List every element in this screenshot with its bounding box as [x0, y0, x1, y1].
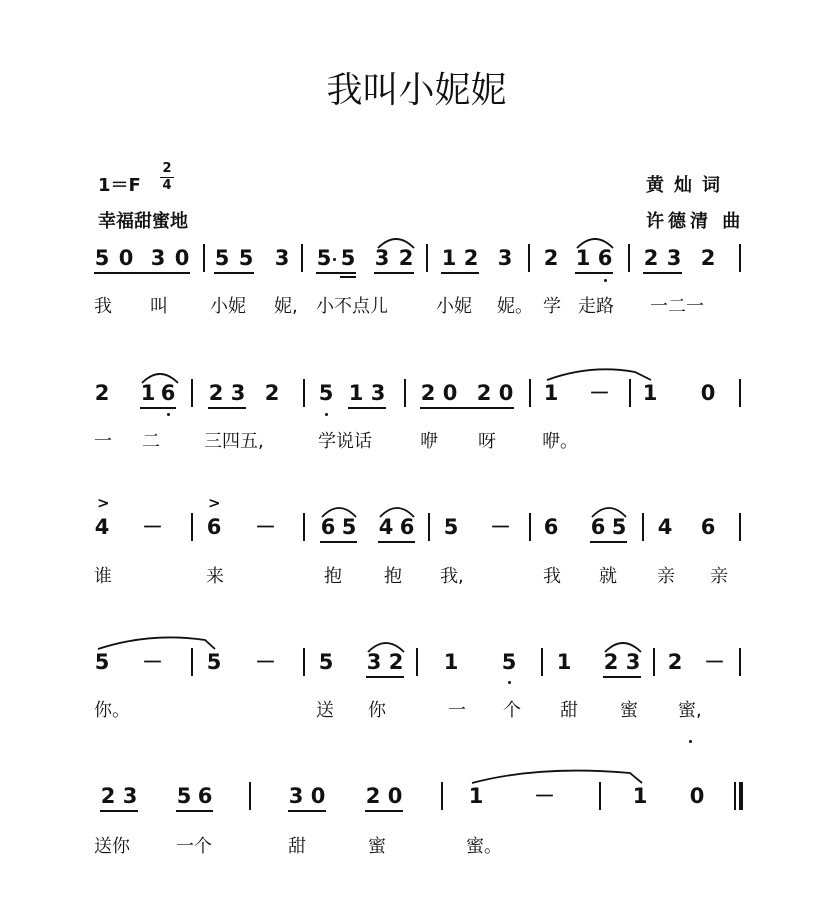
tie	[547, 369, 651, 380]
underline	[316, 272, 356, 274]
note: 6	[590, 515, 606, 539]
note: 0	[387, 784, 403, 808]
note: 2	[420, 381, 436, 405]
underline	[590, 541, 627, 543]
note: 0	[310, 784, 326, 808]
octave-dot	[508, 681, 511, 684]
lyric: 就	[599, 566, 617, 587]
bar-line	[528, 244, 530, 272]
note: 6	[320, 515, 336, 539]
note: 5	[611, 515, 627, 539]
bar-line	[249, 782, 251, 810]
lyric: 妮。	[497, 296, 533, 317]
bar-line	[599, 782, 601, 810]
note: 5	[318, 381, 334, 405]
time-signature	[160, 162, 174, 193]
lyric: 呀	[478, 431, 496, 452]
octave-dot	[325, 413, 328, 416]
underline	[100, 810, 138, 812]
lyric: 亲	[657, 566, 675, 587]
note: 1	[556, 650, 572, 674]
lyric: 我,	[440, 566, 464, 587]
bar-line	[191, 648, 193, 676]
note: 6	[543, 515, 559, 539]
lyric: 小妮	[210, 296, 246, 317]
bar-line	[191, 513, 193, 541]
note: 5	[340, 246, 356, 270]
note: 2	[264, 381, 280, 405]
note: －	[255, 650, 276, 674]
lyric: 个	[503, 700, 521, 721]
lyric: 我	[94, 296, 112, 317]
time-signature-top: 2	[162, 161, 172, 176]
note: 2	[388, 650, 404, 674]
key-signature: 1＝F	[98, 175, 141, 196]
note: 1	[632, 784, 648, 808]
note: 2	[700, 246, 716, 270]
note: －	[255, 515, 276, 539]
augmentation-dot	[333, 258, 336, 261]
lyric: 来	[206, 566, 224, 587]
underline	[441, 272, 479, 274]
note: 6	[206, 515, 222, 539]
note: －	[490, 515, 511, 539]
underline	[575, 272, 613, 274]
bar-line	[653, 648, 655, 676]
bar-line	[739, 379, 741, 407]
lyric: 蜜	[620, 700, 638, 721]
note: 6	[597, 246, 613, 270]
note: 1	[443, 650, 459, 674]
octave-dot	[604, 279, 607, 282]
lyric: 走路	[578, 296, 614, 317]
note: 5	[318, 650, 334, 674]
underline	[208, 407, 246, 409]
note: －	[534, 784, 555, 808]
note: 2	[100, 784, 116, 808]
bar-line	[628, 244, 630, 272]
lyric: 谁	[94, 566, 112, 587]
song-title: 我叫小妮妮	[326, 70, 507, 111]
note: 6	[197, 784, 213, 808]
lyric: 送你	[94, 836, 130, 857]
note: －	[704, 650, 725, 674]
bar-line	[629, 379, 631, 407]
accent-mark: >	[208, 494, 221, 512]
note: 1	[642, 381, 658, 405]
bar-line	[303, 379, 305, 407]
note: 1	[441, 246, 457, 270]
underline	[420, 407, 514, 409]
bar-line	[739, 648, 741, 676]
lyric: 我	[543, 566, 561, 587]
final-bar-thick	[739, 782, 743, 810]
note: 5	[94, 246, 110, 270]
note: 5	[94, 650, 110, 674]
underline	[348, 407, 386, 409]
lyric: 妮,	[274, 296, 298, 317]
note: －	[142, 515, 163, 539]
final-bar-thin	[734, 782, 736, 810]
lyric: 送	[316, 700, 334, 721]
note: 0	[689, 784, 705, 808]
lyric: 二	[142, 431, 160, 452]
note: 4	[378, 515, 394, 539]
note: 0	[442, 381, 458, 405]
note: －	[589, 381, 610, 405]
underline	[214, 272, 254, 274]
note: 0	[498, 381, 514, 405]
note: －	[142, 650, 163, 674]
note: 3	[230, 381, 246, 405]
note: 6	[160, 381, 176, 405]
note: 3	[122, 784, 138, 808]
note: 2	[94, 381, 110, 405]
bar-line	[301, 244, 303, 272]
lyric: 三四五,	[204, 431, 264, 452]
underline	[366, 676, 404, 678]
note: 4	[657, 515, 673, 539]
note: 0	[174, 246, 190, 270]
bar-line	[529, 513, 531, 541]
lyric: 甜	[288, 836, 306, 857]
bar-line	[739, 513, 741, 541]
note: 3	[497, 246, 513, 270]
note: 6	[399, 515, 415, 539]
lyric: 蜜,	[678, 700, 702, 721]
composer-credit: 许德清 曲	[646, 211, 745, 232]
underline	[288, 810, 326, 812]
note: 3	[288, 784, 304, 808]
tie	[98, 637, 215, 649]
note: 5	[206, 650, 222, 674]
note: 2	[365, 784, 381, 808]
bar-line	[541, 648, 543, 676]
lyric: 小妮	[436, 296, 472, 317]
note: 4	[94, 515, 110, 539]
bar-line	[426, 244, 428, 272]
note: 5	[443, 515, 459, 539]
lyric: 咿	[420, 431, 438, 452]
accent-mark: >	[97, 494, 110, 512]
underline	[340, 276, 356, 278]
note: 3	[625, 650, 641, 674]
tempo-marking: 幸福甜蜜地	[98, 211, 188, 232]
underline	[378, 541, 415, 543]
lyric: 一	[94, 431, 112, 452]
note: 0	[118, 246, 134, 270]
lyric: 一二一	[650, 296, 704, 317]
note: 1	[348, 381, 364, 405]
note: 3	[374, 246, 390, 270]
speck-mark	[689, 740, 692, 743]
note: 3	[274, 246, 290, 270]
bar-line	[739, 244, 741, 272]
note: 5	[341, 515, 357, 539]
note: 3	[366, 650, 382, 674]
bar-line	[416, 648, 418, 676]
note: 1	[140, 381, 156, 405]
note: 2	[667, 650, 683, 674]
lyricist-credit: 黄灿词	[646, 175, 730, 196]
note: 5	[176, 784, 192, 808]
note: 1	[468, 784, 484, 808]
bar-line	[404, 379, 406, 407]
bar-line	[303, 648, 305, 676]
lyric: 一	[448, 700, 466, 721]
lyric: 学说话	[318, 431, 372, 452]
note: 1	[543, 381, 559, 405]
lyric: 抱	[384, 566, 402, 587]
bar-line	[191, 379, 193, 407]
note: 2	[603, 650, 619, 674]
bar-line	[529, 379, 531, 407]
note: 5	[316, 246, 332, 270]
lyric: 抱	[324, 566, 342, 587]
lyric: 甜	[560, 700, 578, 721]
note: 2	[543, 246, 559, 270]
lyric: 学	[543, 296, 561, 317]
bar-line	[428, 513, 430, 541]
underline	[365, 810, 403, 812]
underline	[94, 272, 190, 274]
note: 0	[700, 381, 716, 405]
note: 2	[463, 246, 479, 270]
note: 5	[238, 246, 254, 270]
note: 1	[575, 246, 591, 270]
tie	[472, 771, 642, 783]
lyric: 你。	[94, 700, 130, 721]
lyric: 叫	[150, 296, 168, 317]
underline	[643, 272, 682, 274]
underline	[320, 541, 357, 543]
underline	[374, 272, 414, 274]
note: 3	[666, 246, 682, 270]
lyric: 咿。	[542, 431, 578, 452]
lyric: 小不点儿	[316, 296, 388, 317]
underline	[176, 810, 213, 812]
bar-line	[642, 513, 644, 541]
note: 2	[476, 381, 492, 405]
note: 5	[214, 246, 230, 270]
lyric: 蜜。	[466, 836, 502, 857]
lyric: 亲	[710, 566, 728, 587]
note: 5	[501, 650, 517, 674]
bar-line	[203, 244, 205, 272]
note: 3	[150, 246, 166, 270]
bar-line	[441, 782, 443, 810]
note: 6	[700, 515, 716, 539]
octave-dot	[167, 413, 170, 416]
note: 2	[643, 246, 659, 270]
note: 3	[370, 381, 386, 405]
underline	[603, 676, 641, 678]
lyric: 蜜	[368, 836, 386, 857]
time-signature-bottom: 4	[162, 178, 172, 193]
underline	[140, 407, 176, 409]
lyric: 一个	[176, 836, 212, 857]
note: 2	[398, 246, 414, 270]
lyric: 你	[368, 700, 386, 721]
note: 2	[208, 381, 224, 405]
bar-line	[303, 513, 305, 541]
